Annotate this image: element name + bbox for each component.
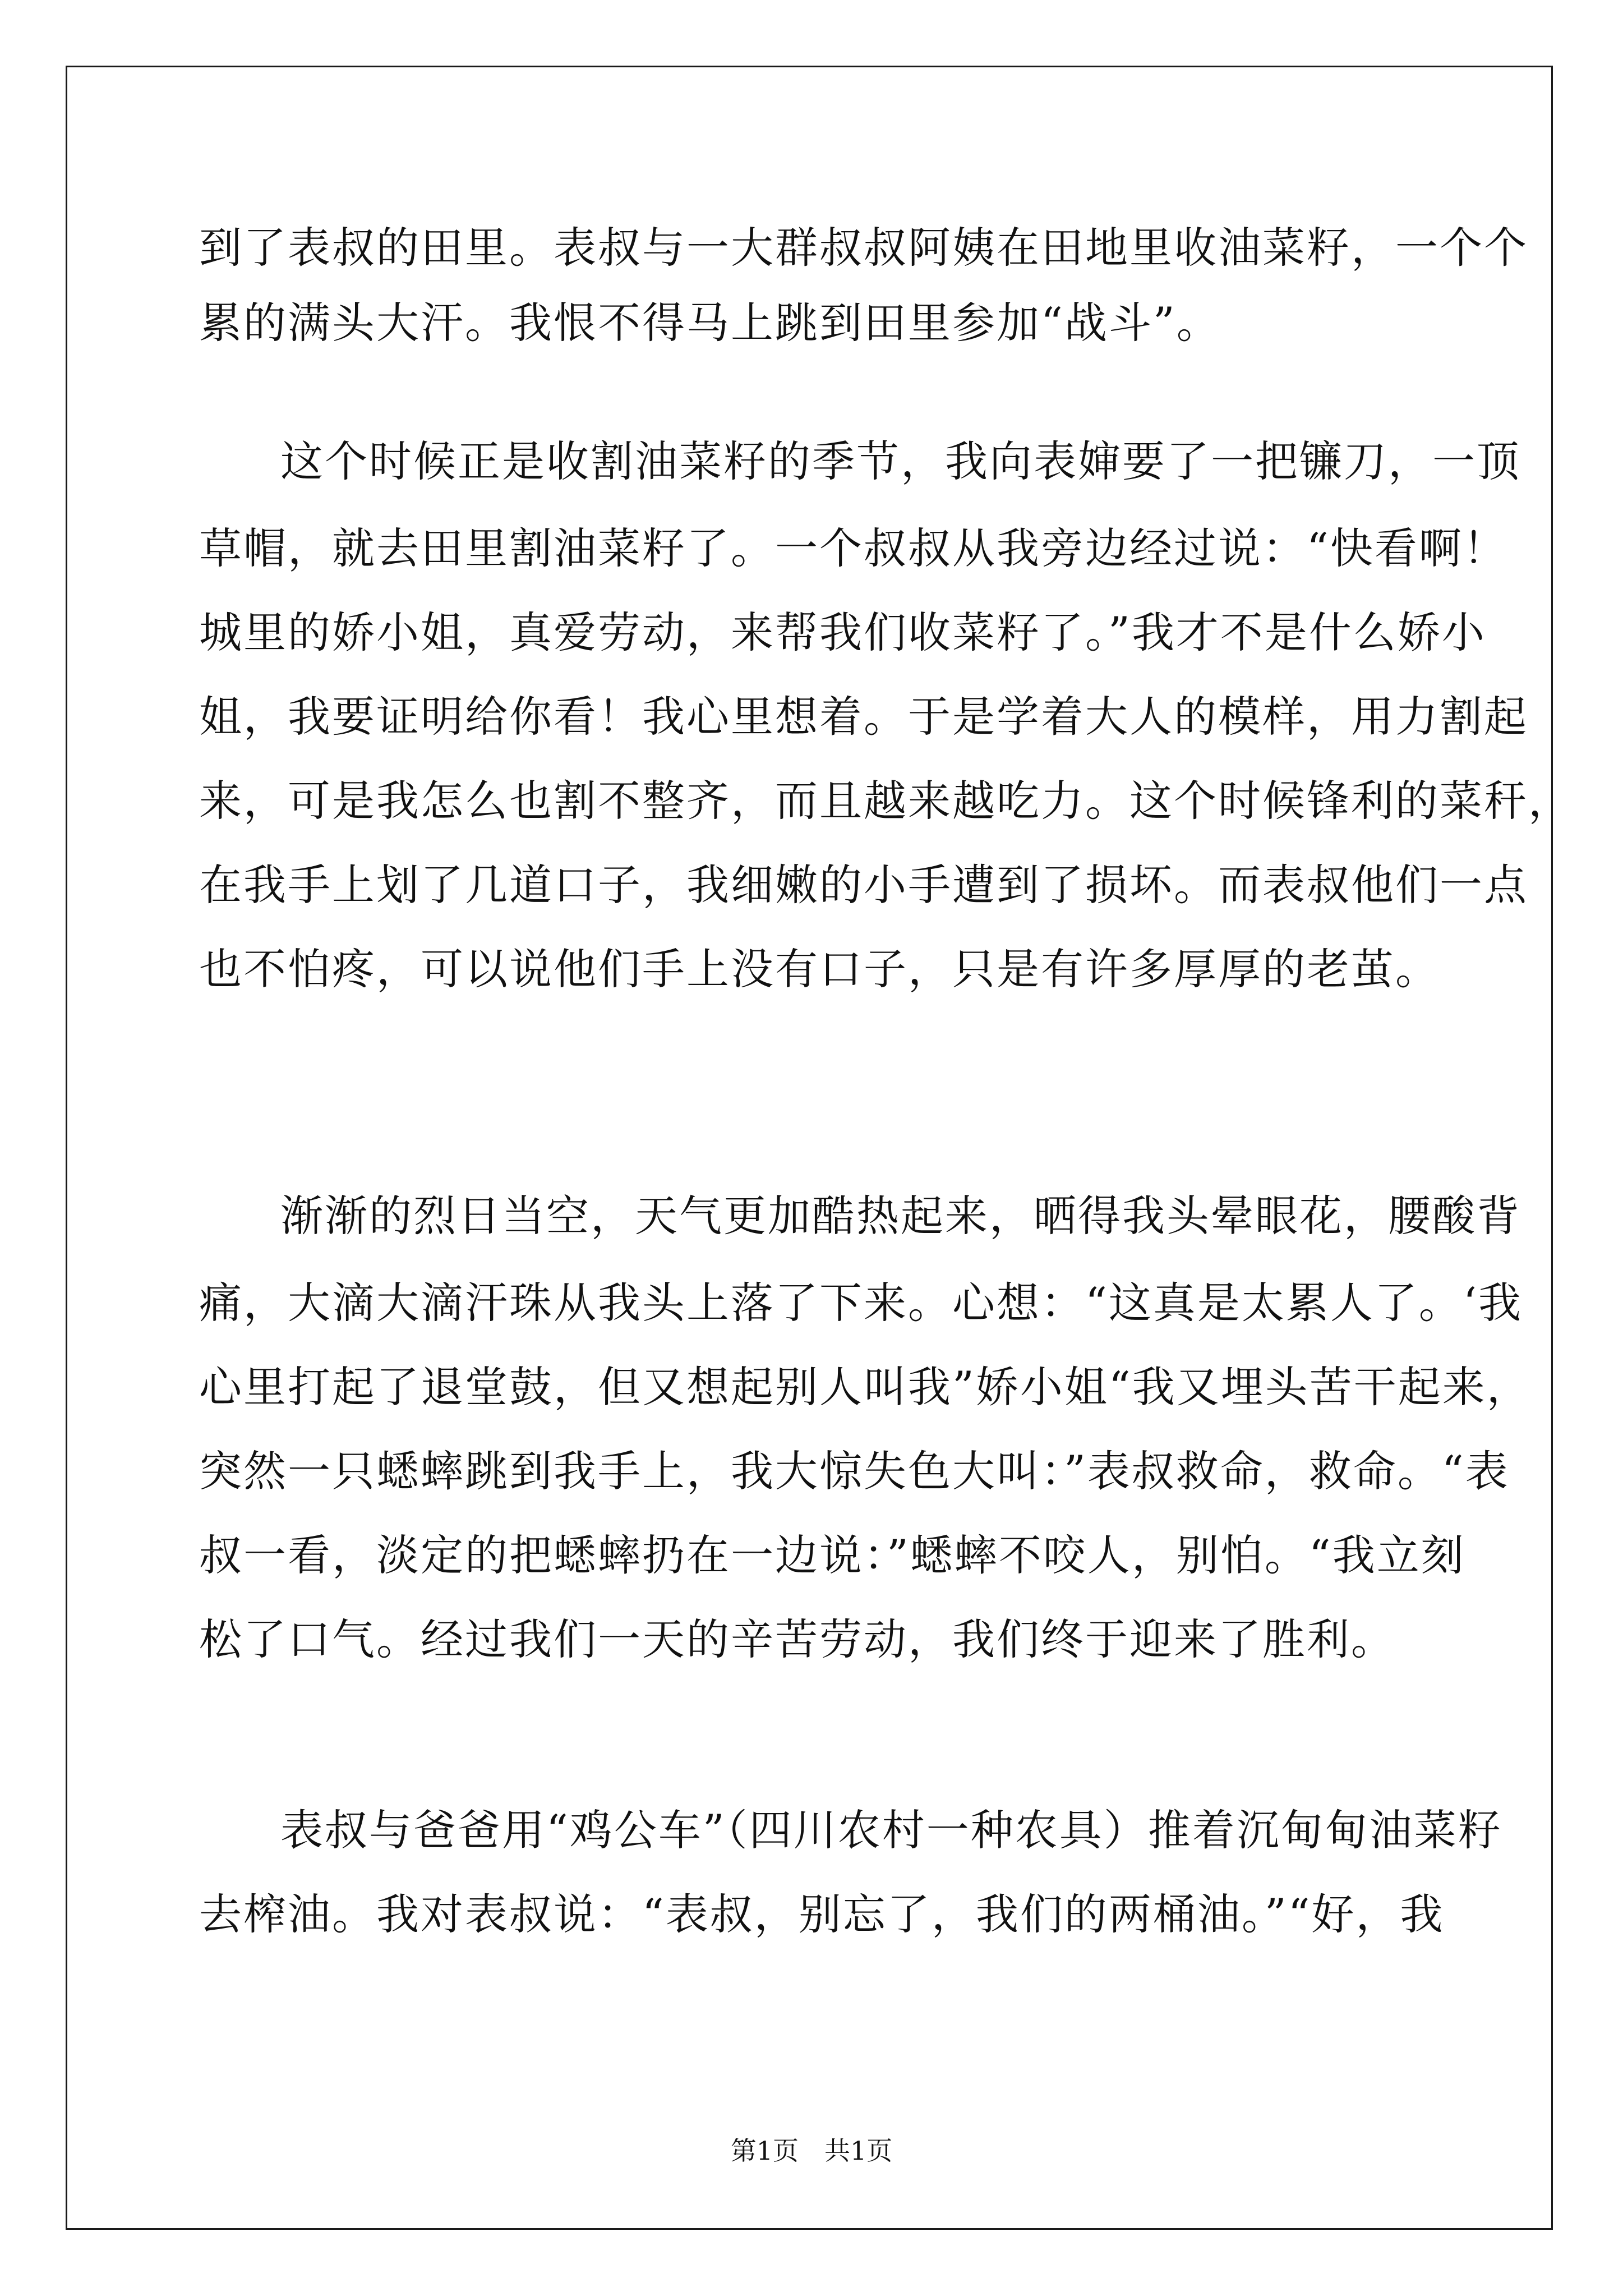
body-line-11: 痛，大滴大滴汗珠从我头上落了下来。心想：“这真是太累人了。‘我 [199, 1278, 1523, 1328]
body-line-14: 叔一看，淡定的把蟋蟀扔在一边说：”蟋蟀不咬人，别怕。“我立刻 [199, 1530, 1465, 1580]
body-line-13: 突然一只蟋蟀跳到我手上，我大惊失色大叫：”表叔救命，救命。“表 [199, 1446, 1510, 1496]
body-line-5: 城里的娇小姐，真爱劳动，来帮我们收菜籽了。”我才不是什么娇小 [199, 608, 1486, 657]
body-line-6: 姐，我要证明给你看！我心里想着。于是学着大人的模样，用力割起 [199, 692, 1528, 742]
body-line-4: 草帽，就去田里割油菜籽了。一个叔叔从我旁边经过说：“快看啊！ [199, 523, 1507, 573]
body-line-9: 也不怕疼，可以说他们手上没有口子，只是有许多厚厚的老茧。 [199, 944, 1440, 994]
body-line-12: 心里打起了退堂鼓，但又想起别人叫我”娇小姐“我又埋头苦干起来， [199, 1362, 1531, 1412]
body-line-2: 累的满头大汗。我恨不得马上跳到田里参加“战斗”。 [199, 298, 1221, 348]
body-line-3: 这个时候正是收割油菜籽的季节，我向表婶要了一把镰刀，一顶 [280, 436, 1521, 486]
body-line-10: 渐渐的烈日当空，天气更加酷热起来，晒得我头晕眼花，腰酸背 [280, 1191, 1521, 1241]
body-line-15: 松了口气。经过我们一天的辛苦劳动，我们终于迎来了胜利。 [199, 1614, 1395, 1664]
body-line-7: 来，可是我怎么也割不整齐，而且越来越吃力。这个时候锋利的菜秆， [199, 776, 1573, 826]
page-footer: 第1页 共1页 [730, 2136, 893, 2166]
body-line-8: 在我手上划了几道口子，我细嫩的小手遭到了损坏。而表叔他们一点 [199, 860, 1528, 910]
body-line-16: 表叔与爸爸用“鸡公车”（四川农村一种农具）推着沉甸甸油菜籽 [280, 1805, 1502, 1855]
body-line-1: 到了表叔的田里。表叔与一大群叔叔阿姨在田地里收油菜籽，一个个 [199, 223, 1528, 273]
body-line-17: 去榨油。我对表叔说：“表叔，别忘了，我们的两桶油。”“好，我 [199, 1889, 1445, 1939]
